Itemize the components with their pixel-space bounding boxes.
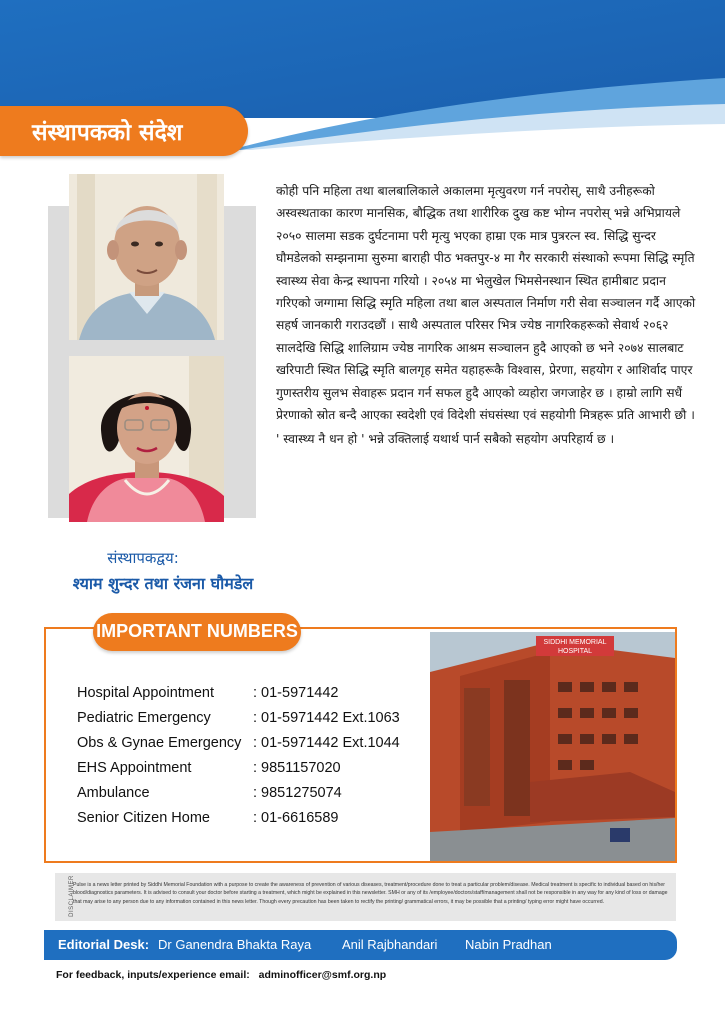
number-label: Obs & Gynae Emergency [77, 735, 242, 751]
founders-names: श्याम शुन्दर तथा रंजना घौमडेल [72, 574, 254, 593]
editor-name: Anil Rajbhandari [342, 937, 438, 952]
editorial-desk-label: Editorial Desk: [58, 937, 150, 952]
important-numbers-tab [93, 613, 301, 651]
founder-photo-woman [69, 356, 224, 522]
phone-number: : 01-6616589 [253, 810, 339, 826]
phone-number: : 01-5971442 [253, 685, 339, 701]
phone-number: : 9851275074 [253, 785, 342, 801]
message-closing: ' स्वास्थ्य नै धन हो ' भन्ने उक्तिलाई यथार्थ पार्न सबैको सहयोग अपरिहार्य छ । [276, 432, 615, 447]
founders-caption [58, 548, 268, 594]
number-label: Hospital Appointment [77, 685, 215, 701]
message-paragraph: कोही पनि महिला तथा बालबालिकाले अकालमा मृत्युवरण गर्न नपरोस्, साथै उनीहरूको अस्वस्थताका कारण मानसिक, बौद्धिक तथा शारीरिक दुख कष्ट भोग्न नपरोस् भन्ने अभिप्रायले २०५० सालमा सडक दुर्घटनामा परी मृत्यु भएका हाम्रा एक मात्र पुत्ररत्न स्व. सिद्धि सुन्दर घौमडेलको सम्झनामा सुरुमा बाराही पीठ भक्तपुर-४ मा गैर सरकारी संस्थाको रूपमा सिद्धि स्मृति स्वास्थ्य सेवा केन्द्र स्थापना गरियो । २०५४ मा भेलुखेल भिमसेनस्थान स्थित हामीबाट प्रदान गरिएको जग्गामा सिद्धि स्मृति महिला तथा बाल अस्पताल निर्माण गरी सेवा सञ्चालन गर्दै आएको सहर्ष जानकारी गराउदछौं । साथै अस्पताल परिसर भित्र ज्येष्ठ नागरिकहरूको सेवार्थ २०६२ सालदेखि सिद्धि शालिग्राम ज्येष्ठ नागरिक आश्रम सञ्चालन हुदै आएको छ भने २०७४ सालबाट खरिपाटी स्थित सिद्धि स्मृति बालगृह समेत यहाहरूकै विश्वास, प्रेरणा, सहयोग र आशिर्वाद पाएर गुणस्तरीय सुलभ सेवाहरू प्रदान गर्न सफल हुदै आएको व्यहोरा जगजाहेर छ । हाम्रो लागि सधैं प्रेरणाको स्रोत बन्दै आएका स्वदेशी एवं विदेशी संघसंस्था एवं सहयोगी मित्रहरू प्रति आभारी छौ । [276, 184, 696, 423]
phone-number: : 9851157020 [253, 760, 341, 776]
hospital-sign-text: SIDDHI MEMORIAL [543, 639, 607, 646]
founders-label: संस्थापकद्वय: [107, 549, 179, 567]
feedback-email-link[interactable]: adminofficer@smf.org.np [258, 969, 387, 981]
editorial-desk-bar [44, 930, 677, 960]
editor-name: Nabin Pradhan [465, 937, 552, 952]
disclaimer-tag: DISCLAIMER [68, 875, 75, 917]
founder-message [276, 180, 696, 451]
number-label: Pediatric Emergency [77, 710, 211, 726]
phone-number: : 01-5971442 Ext.1044 [253, 735, 400, 751]
hospital-building-photo [430, 632, 675, 861]
disclaimer-text: Pulse is a news letter printed by Siddhi Memorial Foundation with a purpose to create the awareness of prevention of various diseases, treatment/procedure done to treat a particular problem/disease. Medical treatment is specific to individual based on his/her blood/diagnostics parameters. It is advised to consult your doctor before starting a treatment, which might be explained in this newsletter. SMH or any of its /employee/doctors/staff/management shall not be responsible in any way for any kind of loss or damage that may arise to any person due to any information contained in this news letter. Though every precaution has been taken to rectify the printing/ grammatical errors, it may be possible that a printing/ typing error might have occurred. [73, 882, 668, 905]
feedback-label: For feedback, inputs/experience email: [56, 969, 250, 981]
disclaimer-box [55, 873, 676, 921]
svg-text:HOSPITAL: HOSPITAL [557, 648, 593, 655]
section-title: संस्थापकको संदेश [32, 120, 183, 146]
feedback-line [56, 969, 386, 981]
phone-number: : 01-5971442 Ext.1063 [253, 710, 400, 726]
important-numbers-title: IMPORTANT NUMBERS [96, 621, 298, 641]
section-title-tab [0, 106, 248, 156]
number-label: EHS Appointment [77, 760, 192, 776]
number-label: Senior Citizen Home [77, 810, 210, 826]
editor-name: Dr Ganendra Bhakta Raya [158, 937, 312, 952]
founder-photo-man [69, 174, 224, 340]
number-label: Ambulance [77, 785, 150, 801]
